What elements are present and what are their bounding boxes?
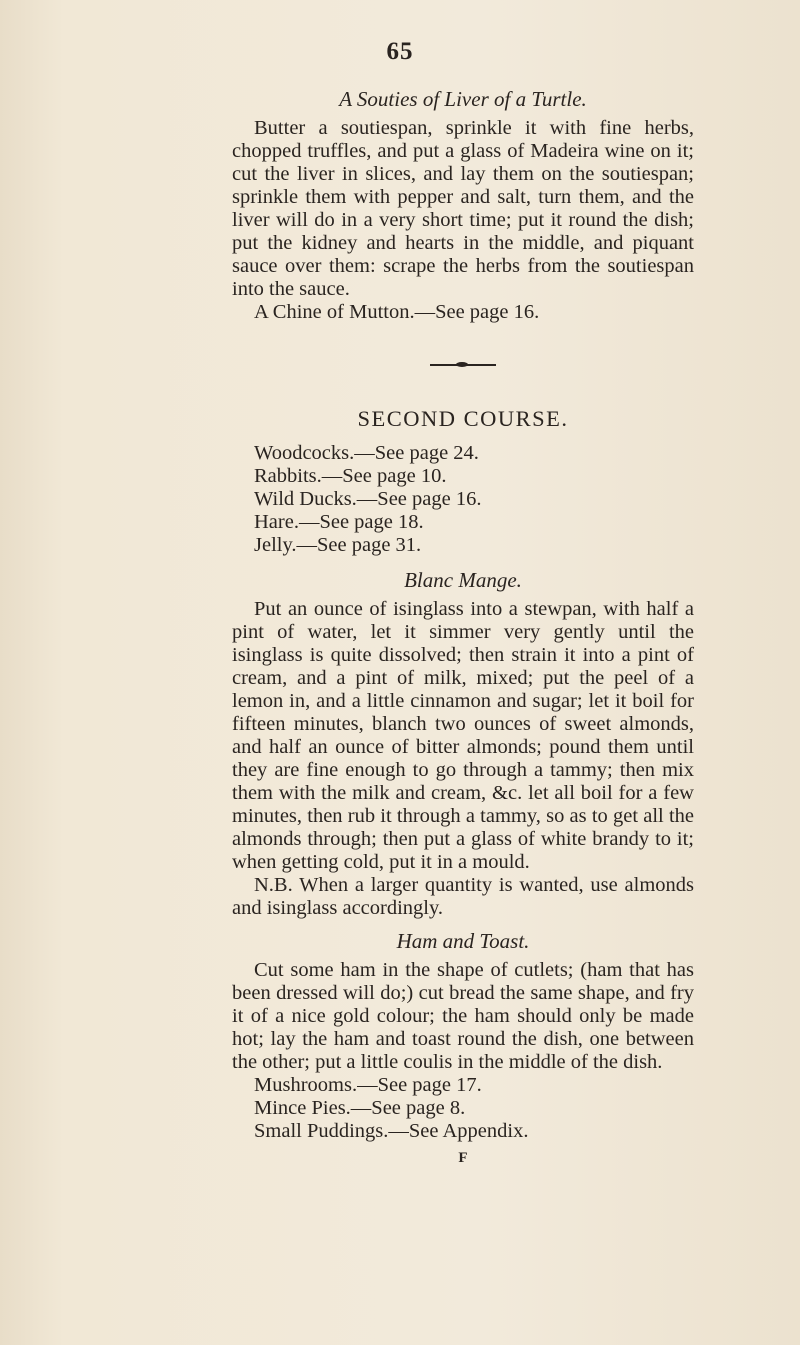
recipe-heading-blanc-mange: Blanc Mange.: [404, 568, 522, 592]
reference-item: Woodcocks.—See page 24.: [254, 442, 479, 464]
reference-item: Small Puddings.—See Appendix.: [254, 1120, 529, 1142]
signature-mark: F: [458, 1150, 468, 1166]
page-number: 65: [386, 38, 414, 65]
section-title-second-course: SECOND COURSE.: [357, 406, 569, 431]
recipe-text-blanc-mange: Put an ounce of isinglass into a stewpan, with half a pint of water, let it simmer very gently until the isinglass is quite dissolved; then strain it into a pint of cream, and a pint of milk, mixed; put the peel of a lemon in, and a little cinnamon and sugar; let it boil for fifteen minutes, blanch two ounces of sweet almonds, and half an ounce of bitter almonds; pound them until they are fine enough to go through a tammy; then mix them with the milk and cream, &c. let all boil for a few minutes, then rub it through a tammy, so as to get all the almonds through; then put a glass of white brandy to it; when getting cold, put it in a mould.: [232, 598, 694, 873]
reference-list: [232, 442, 694, 557]
reference-item: Jelly.—See page 31.: [254, 534, 422, 556]
reference-item: Wild Ducks.—See page 16.: [254, 488, 482, 510]
recipe-text-souties: Butter a soutiespan, sprinkle it with fine herbs, chopped truffles, and put a glass of Madeira wine on it; cut the liver in slices, and lay them on the soutiespan; sprinkle them with pepper and salt, turn them, and the liver will do in a very short time; put it round the dish; put the kidney and hearts in the middle, and piquant sauce over them: scrape the herbs from the soutiespan into the sauce.: [232, 117, 694, 300]
section-divider: [430, 364, 496, 366]
recipe-heading-souties: A Souties of Liver of a Turtle.: [339, 87, 587, 111]
recipe-note: N.B. When a larger quantity is wanted, use almonds and isinglass accordingly.: [232, 874, 694, 919]
recipe-text-ham-toast: Cut some ham in the shape of cutlets; (ham that has been dressed will do;) cut bread the same shape, and fry it of a nice gold colour; the ham should only be made hot; lay the ham and toast round the dish, one between the other; put a little coulis in the middle of the dish.: [232, 959, 694, 1073]
reference-item: Mince Pies.—See page 8.: [254, 1097, 466, 1119]
page-content: [232, 88, 694, 1170]
reference-item: Hare.—See page 18.: [254, 511, 424, 533]
reference-chine: A Chine of Mutton.—See page 16.: [254, 301, 540, 323]
reference-item: Rabbits.—See page 10.: [254, 465, 447, 487]
reference-item: Mushrooms.—See page 17.: [254, 1074, 482, 1096]
recipe-heading-ham-toast: Ham and Toast.: [396, 929, 530, 953]
